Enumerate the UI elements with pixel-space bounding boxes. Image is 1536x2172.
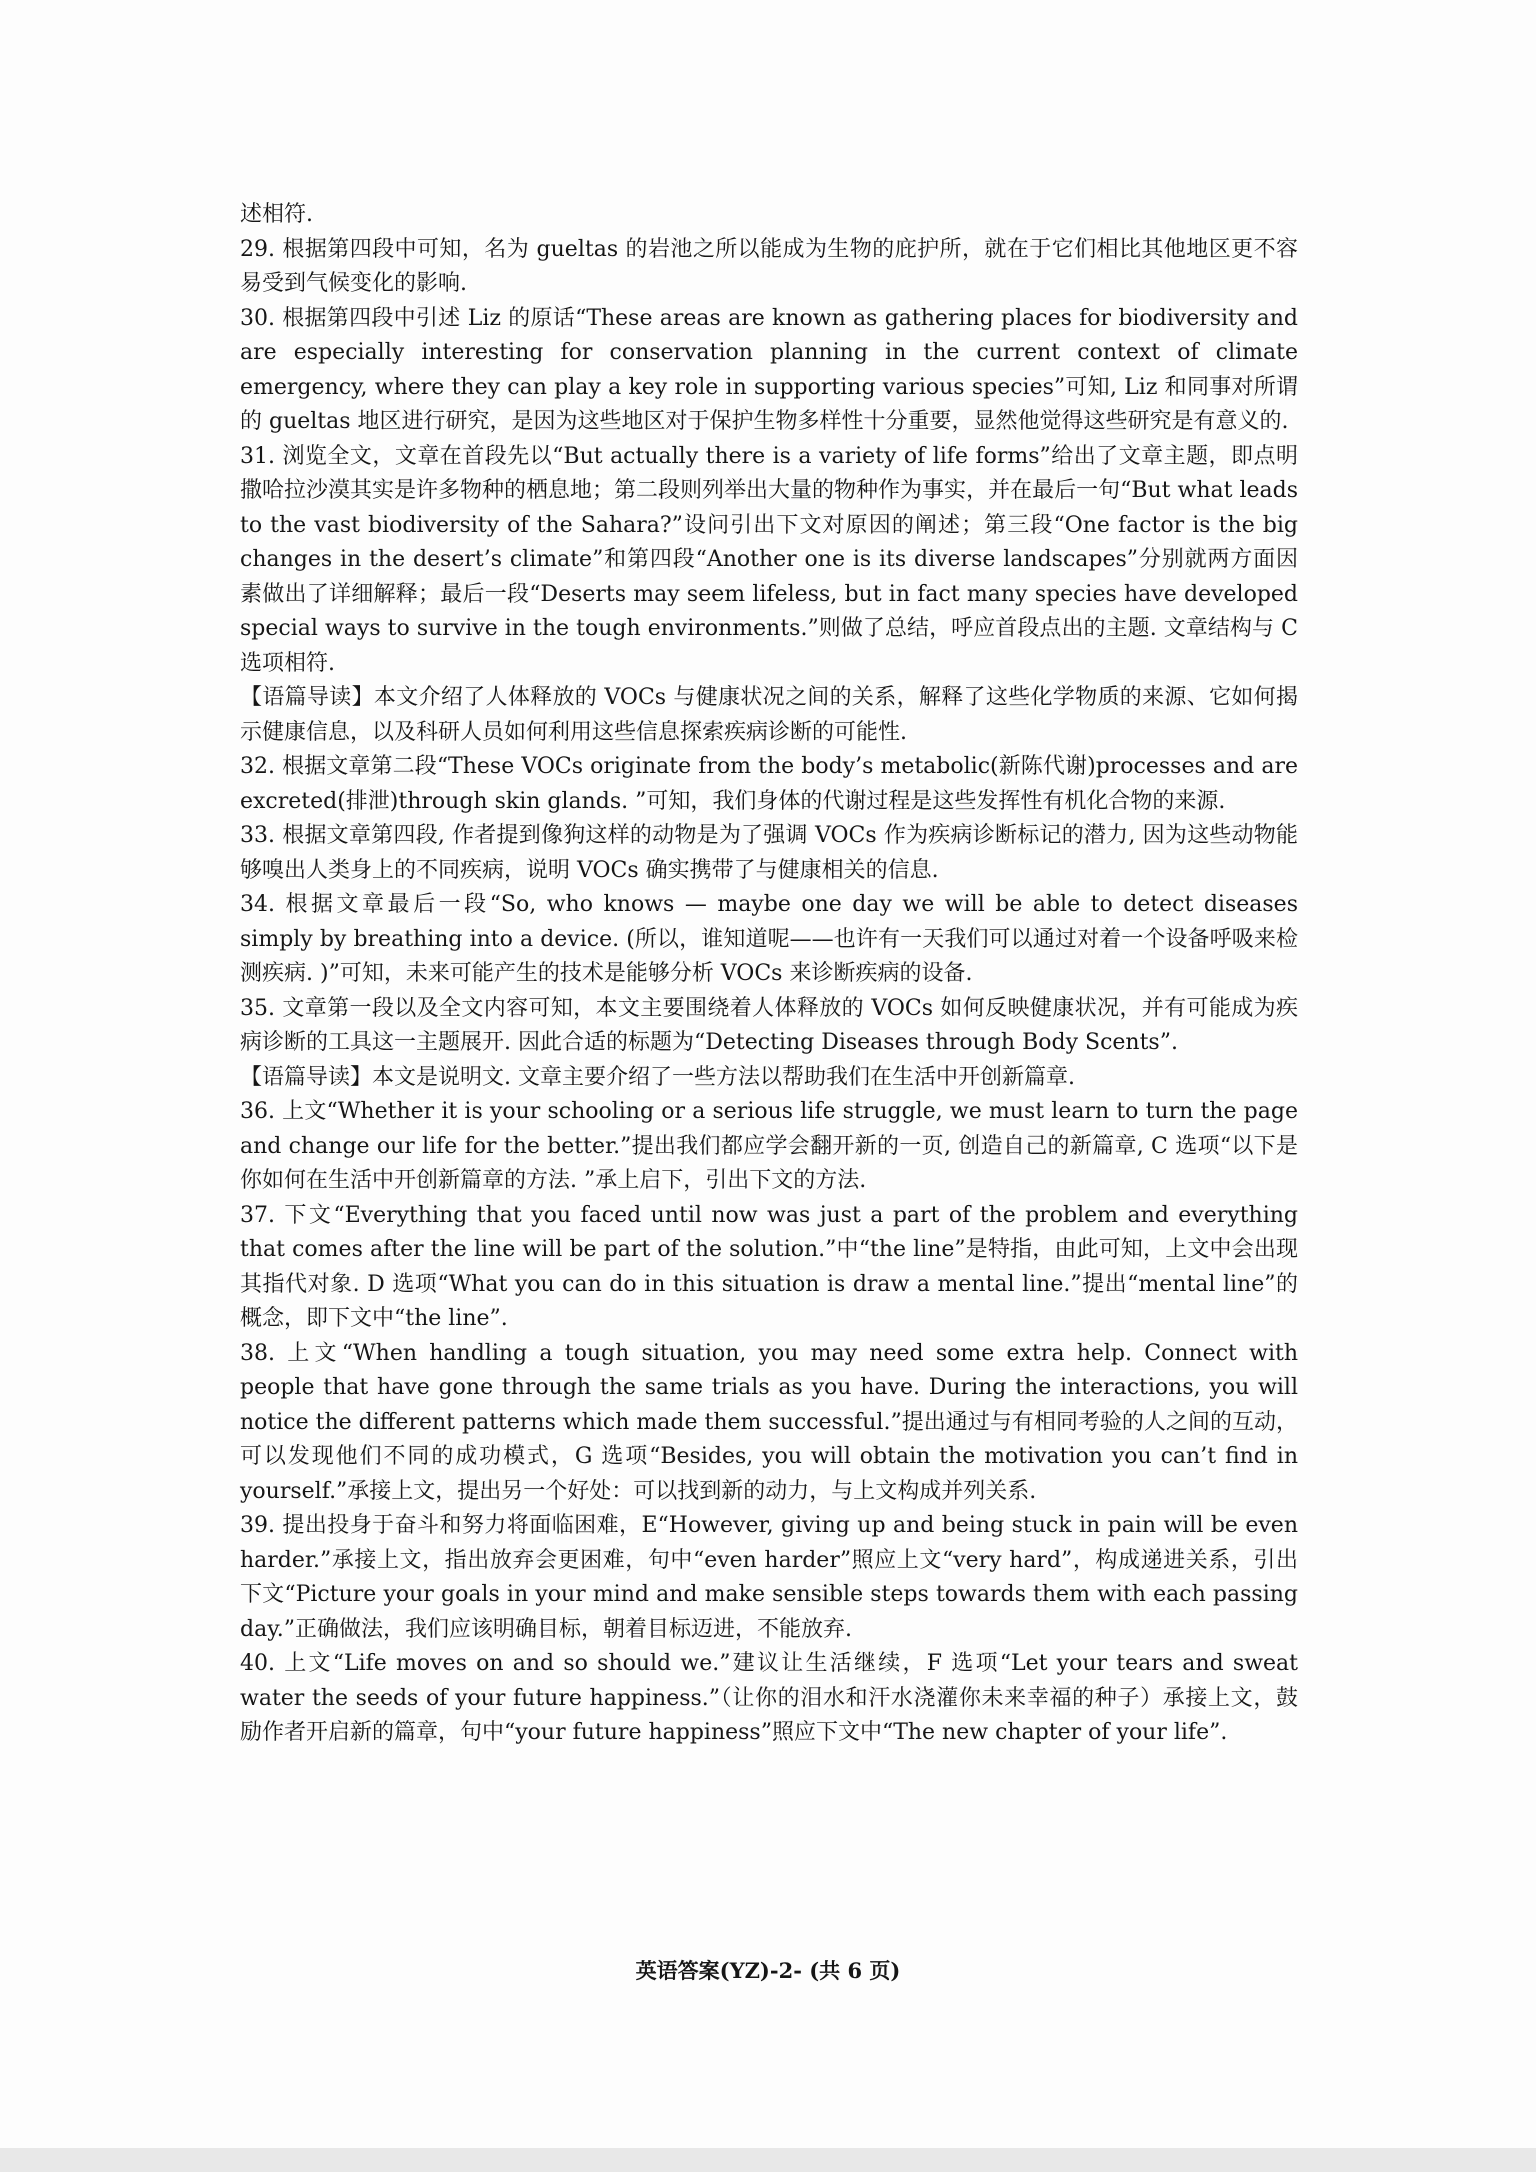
answer-29: 29. 根据第四段中可知，名为 gueltas 的岩池之所以能成为生物的庇护所，就在于它们相比其他地区更不容易受到气候变化的影响. — [240, 236, 1298, 296]
answer-37: 37. 下文“Everything that you faced until now was just a part of the problem and everything that comes after the line will be part of the solution.”中“the line”是特指，由此可知，上文中会出现其指代对象. D 选项“What you can do in this situation is draw a mental line.”提出“mental line”的概念，即下文中“the line”. — [240, 1202, 1298, 1331]
answer-38: 38. 上文“When handling a tough situation, you may need some extra help. Connect with people that have gone through the same trials as you have. During the interactions, you will notice the different patterns which made them successful.”提出通过与有相同考验的人之间的互动，可以发现他们不同的成功模式，G 选项“Besides, you will obtain the motivation you can’t find in yourself.”承接上文，提出另一个好处：可以找到新的动力，与上文构成并列关系. — [240, 1340, 1298, 1504]
answer-32: 32. 根据文章第二段“These VOCs originate from the body’s metabolic(新陈代谢)processes and are excreted(排泄)through skin glands. ”可知，我们身体的代谢过程是这些发挥性有机化合物的来源. — [240, 754, 1298, 814]
answer-39: 39. 提出投身于奋斗和努力将面临困难，E“However, giving up and being stuck in pain will be even harder.”承接上文，指出放弃会更困难，句中“even harder”照应上文“very hard”，构成递进关系，引出下文“Picture your goals in your mind and make sensible steps towards them with each passing day.”正确做法，我们应该明确目标，朝着目标迈进，不能放弃. — [240, 1513, 1298, 1642]
answer-30: 30. 根据第四段中引述 Liz 的原话“These areas are known as gathering places for biodiversity and are especially interesting for conservation planning in the current context of climate emergency, where they can play a key role in supporting various species”可知, Liz 和同事对所谓的 gueltas 地区进行研究，是因为这些地区对于保护生物多样性十分重要，显然他觉得这些研究是有意义的. — [240, 305, 1298, 434]
passage-guide-vocs: 【语篇导读】本文介绍了人体释放的 VOCs 与健康状况之间的关系，解释了这些化学物质的来源、它如何揭示健康信息，以及科研人员如何利用这些信息探索疾病诊断的可能性. — [240, 685, 1298, 745]
answer-33: 33. 根据文章第四段, 作者提到像狗这样的动物是为了强调 VOCs 作为疾病诊断标记的潜力, 因为这些动物能够嗅出人类身上的不同疾病，说明 VOCs 确实携带了与健康相关的信息. — [240, 823, 1298, 883]
answer-35: 35. 文章第一段以及全文内容可知，本文主要围绕着人体释放的 VOCs 如何反映健康状况，并有可能成为疾病诊断的工具这一主题展开. 因此合适的标题为“Detecting Diseases through Body Scents”. — [240, 995, 1298, 1055]
page-footer: 英语答案(YZ)-2- (共 6 页) — [635, 1958, 901, 1983]
answer-explanations — [240, 198, 1298, 1751]
answer-31: 31. 浏览全文，文章在首段先以“But actually there is a variety of life forms”给出了文章主题，即点明撒哈拉沙漠其实是许多物种的栖息地；第二段则列举出大量的物种作为事实，并在最后一句“But what leads to the vast biodiversity of the Sahara?”设问引出下文对原因的阐述；第三段“One factor is the big changes in the desert’s climate”和第四段“Another one is its diverse landscapes”分别就两方面因素做出了详细解释；最后一段“Deserts may seem lifeless, but in fact many species have developed special ways to survive in the tough environments.”则做了总结，呼应首段点出的主题. 文章结构与 C 选项相符. — [240, 443, 1298, 676]
passage-guide-new-chapter: 【语篇导读】本文是说明文. 文章主要介绍了一些方法以帮助我们在生活中开创新篇章. — [240, 1064, 1075, 1090]
answer-40: 40. 上文“Life moves on and so should we.”建议让生活继续，F 选项“Let your tears and sweat water the seeds of your future happiness.”（让你的泪水和汗水浇灌你未来幸福的种子）承接上文，鼓励作者开启新的篇章，句中“your future happiness”照应下文中“The new chapter of your life”. — [240, 1651, 1298, 1745]
answer-36: 36. 上文“Whether it is your schooling or a serious life struggle, we must learn to turn the page and change our life for the better.”提出我们都应学会翻开新的一页, 创造自己的新篇章, C 选项“以下是你如何在生活中开创新篇章的方法. ”承上启下，引出下文的方法. — [240, 1099, 1298, 1193]
paragraph-continuation: 述相符. — [240, 202, 313, 227]
answer-34: 34. 根据文章最后一段“So, who knows — maybe one day we will be able to detect diseases simply by breathing into a device. (所以，谁知道呢——也许有一天我们可以通过对着一个设备呼吸来检测疾病. )”可知，未来可能产生的技术是能够分析 VOCs 来诊断疾病的设备. — [240, 892, 1298, 986]
scan-edge — [0, 2148, 1536, 2172]
